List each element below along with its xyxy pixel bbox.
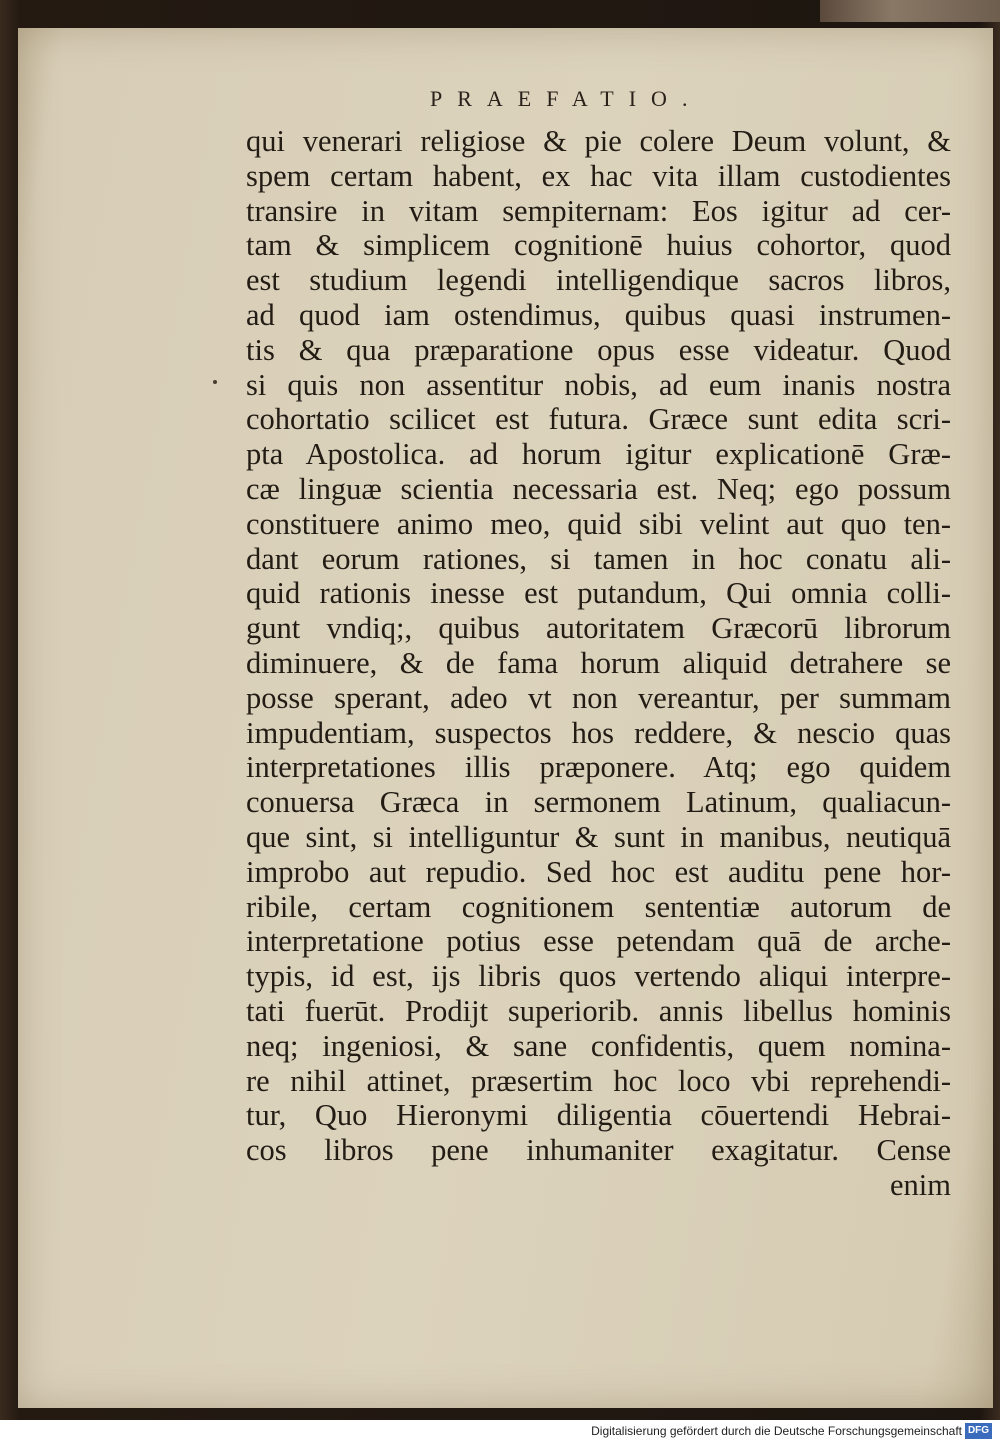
text-line: tati fuerūt. Prodijt superiorib. annis libellus hominis: [246, 993, 951, 1028]
running-title: PRAEFATIO.: [430, 86, 703, 111]
text-line: conuersa Græca in sermonem Latinum, qualiacun-: [246, 785, 951, 820]
funding-credit: Digitalisierung gefördert durch die Deutsche Forschungsgemeinschaft: [591, 1424, 962, 1438]
text-line: interpretationes illis præponere. Atq; ego quidem: [246, 750, 951, 785]
text-line: posse sperant, adeo vt non vereantur, per summam: [246, 680, 951, 715]
text-line: transire in vitam sempiternam: Eos igitur ad cer-: [246, 193, 951, 228]
text-line: neq; ingeniosi, & sane confidentis, quem nomina-: [246, 1028, 951, 1063]
text-line: que sint, si intelliguntur & sunt in manibus, neutiquā: [246, 819, 951, 854]
text-line: re nihil attinet, præsertim hoc loco vbi reprehendi-: [246, 1063, 951, 1098]
body-text: [246, 124, 951, 1203]
book-page: [18, 28, 993, 1408]
text-line: gunt vndiq;, quibus autoritatem Græcorū librorum: [246, 611, 951, 646]
dfg-logo: DFG: [965, 1423, 992, 1439]
text-line: constituere animo meo, quid sibi velint aut quo ten-: [246, 506, 951, 541]
text-line: cæ linguæ scientia necessaria est. Neq; ego possum: [246, 471, 951, 506]
text-line: typis, id est, ijs libris quos vertendo aliqui interpre-: [246, 959, 951, 994]
book-cover-edge: [820, 0, 1000, 22]
text-line: spem certam habent, ex hac vita illam custodientes: [246, 158, 951, 193]
text-line: cos libros pene inhumaniter exagitatur. Cense: [246, 1133, 951, 1168]
text-line: tur, Quo Hieronymi diligentia cōuertendi Hebrai-: [246, 1098, 951, 1133]
catchword: enim: [890, 1167, 951, 1202]
text-line: tis & qua præparatione opus esse videatur. Quod: [246, 332, 951, 367]
text-line: dant eorum rationes, si tamen in hoc conatu ali-: [246, 541, 951, 576]
text-line: impudentiam, suspectos hos reddere, & nescio quas: [246, 715, 951, 750]
text-line: est studium legendi intelligendique sacros libros,: [246, 263, 951, 298]
text-line: improbo aut repudio. Sed hoc est auditu pene hor-: [246, 854, 951, 889]
text-line: tam & simplicem cognitionē huius cohortor, quod: [246, 228, 951, 263]
text-line: pta Apostolica. ad horum igitur explicationē Græ-: [246, 437, 951, 472]
text-line: diminuere, & de fama horum aliquid detrahere se: [246, 645, 951, 680]
text-line: quid rationis inesse est putandum, Qui omnia colli-: [246, 576, 951, 611]
text-line: interpretatione potius esse petendam quā de arche-: [246, 924, 951, 959]
text-line: qui venerari religiose & pie colere Deum volunt, &: [246, 124, 951, 158]
text-line: ad quod iam ostendimus, quibus quasi instrumen-: [246, 297, 951, 332]
margin-mark: [213, 380, 217, 384]
text-line: cohortatio scilicet est futura. Græce sunt edita scri-: [246, 402, 951, 437]
text-line: si quis non assentitur nobis, ad eum inanis nostra: [246, 367, 951, 402]
footer-bar: [0, 1420, 1000, 1443]
text-line: ribile, certam cognitionem sententiæ autorum de: [246, 889, 951, 924]
